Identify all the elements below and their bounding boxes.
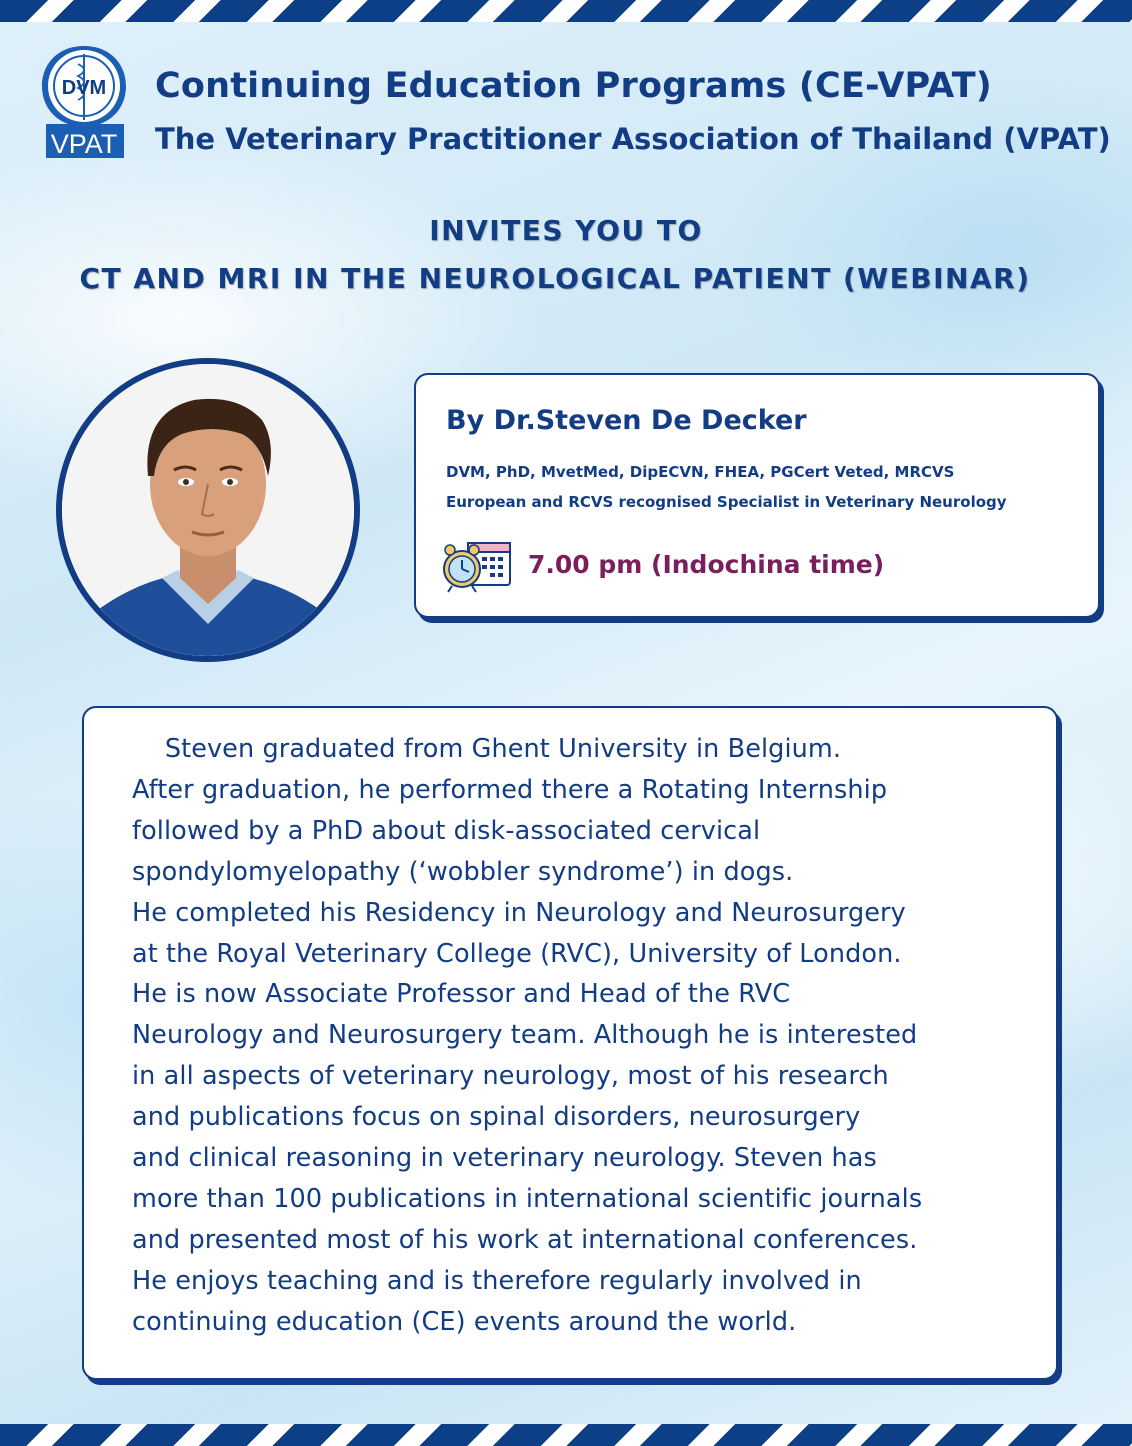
invite-heading: INVITES YOU TO xyxy=(429,214,703,247)
bio-line: After graduation, he performed there a Rotating Internship xyxy=(132,774,888,805)
logo-top-text: DVM xyxy=(61,77,107,99)
event-time: 7.00 pm (Indochina time) xyxy=(528,550,885,579)
speaker-info-card xyxy=(414,373,1100,618)
bio-line: and publications focus on spinal disorders, neurosurgery xyxy=(132,1102,861,1133)
org-subtitle: The Veterinary Practitioner Association of Thailand (VPAT) xyxy=(155,122,1111,156)
bio-line: at the Royal Veterinary College (RVC), University of London. xyxy=(132,938,902,969)
speaker-credentials xyxy=(446,457,1007,517)
speaker-degrees: DVM, PhD, MvetMed, DipECVN, FHEA, PGCert Veted, MRCVS xyxy=(446,463,955,481)
org-title: Continuing Education Programs (CE-VPAT) xyxy=(155,66,992,106)
bio-line: Neurology and Neurosurgery team. Although he is interested xyxy=(132,1020,918,1051)
bio-line: spondylomyelopathy (‘wobbler syndrome’) in dogs. xyxy=(132,856,794,887)
speaker-specialty: European and RCVS recognised Specialist in Veterinary Neurology xyxy=(446,493,1007,511)
bio-line: He enjoys teaching and is therefore regularly involved in xyxy=(132,1265,862,1296)
event-title: CT AND MRI IN THE NEUROLOGICAL PATIENT (WEBINAR) xyxy=(79,262,1031,295)
bio-line: continuing education (CE) events around the world. xyxy=(132,1306,797,1337)
bio-line: and clinical reasoning in veterinary neurology. Steven has xyxy=(132,1143,877,1173)
bio-line: Steven graduated from Ghent University in Belgium. xyxy=(132,734,842,764)
bio-line: in all aspects of veterinary neurology, most of his research xyxy=(132,1061,889,1092)
bio-line: He completed his Residency in Neurology and Neurosurgery xyxy=(132,897,906,928)
alarm-clock-calendar-icon xyxy=(442,535,512,595)
speaker-bio-card xyxy=(82,706,1058,1380)
speaker-name: By Dr.Steven De Decker xyxy=(446,405,807,436)
vpat-logo-icon xyxy=(38,42,130,160)
logo-bottom-text: VPAT xyxy=(50,129,118,159)
bio-line: He is now Associate Professor and Head of the RVC xyxy=(132,979,791,1010)
bio-line: followed by a PhD about disk-associated cervical xyxy=(132,815,761,846)
bio-line: and presented most of his work at international conferences. xyxy=(132,1224,918,1255)
bio-line: more than 100 publications in international scientific journals xyxy=(132,1183,923,1214)
speaker-photo xyxy=(56,358,360,662)
bottom-stripe-border xyxy=(0,1424,1132,1446)
top-stripe-border xyxy=(0,0,1132,22)
